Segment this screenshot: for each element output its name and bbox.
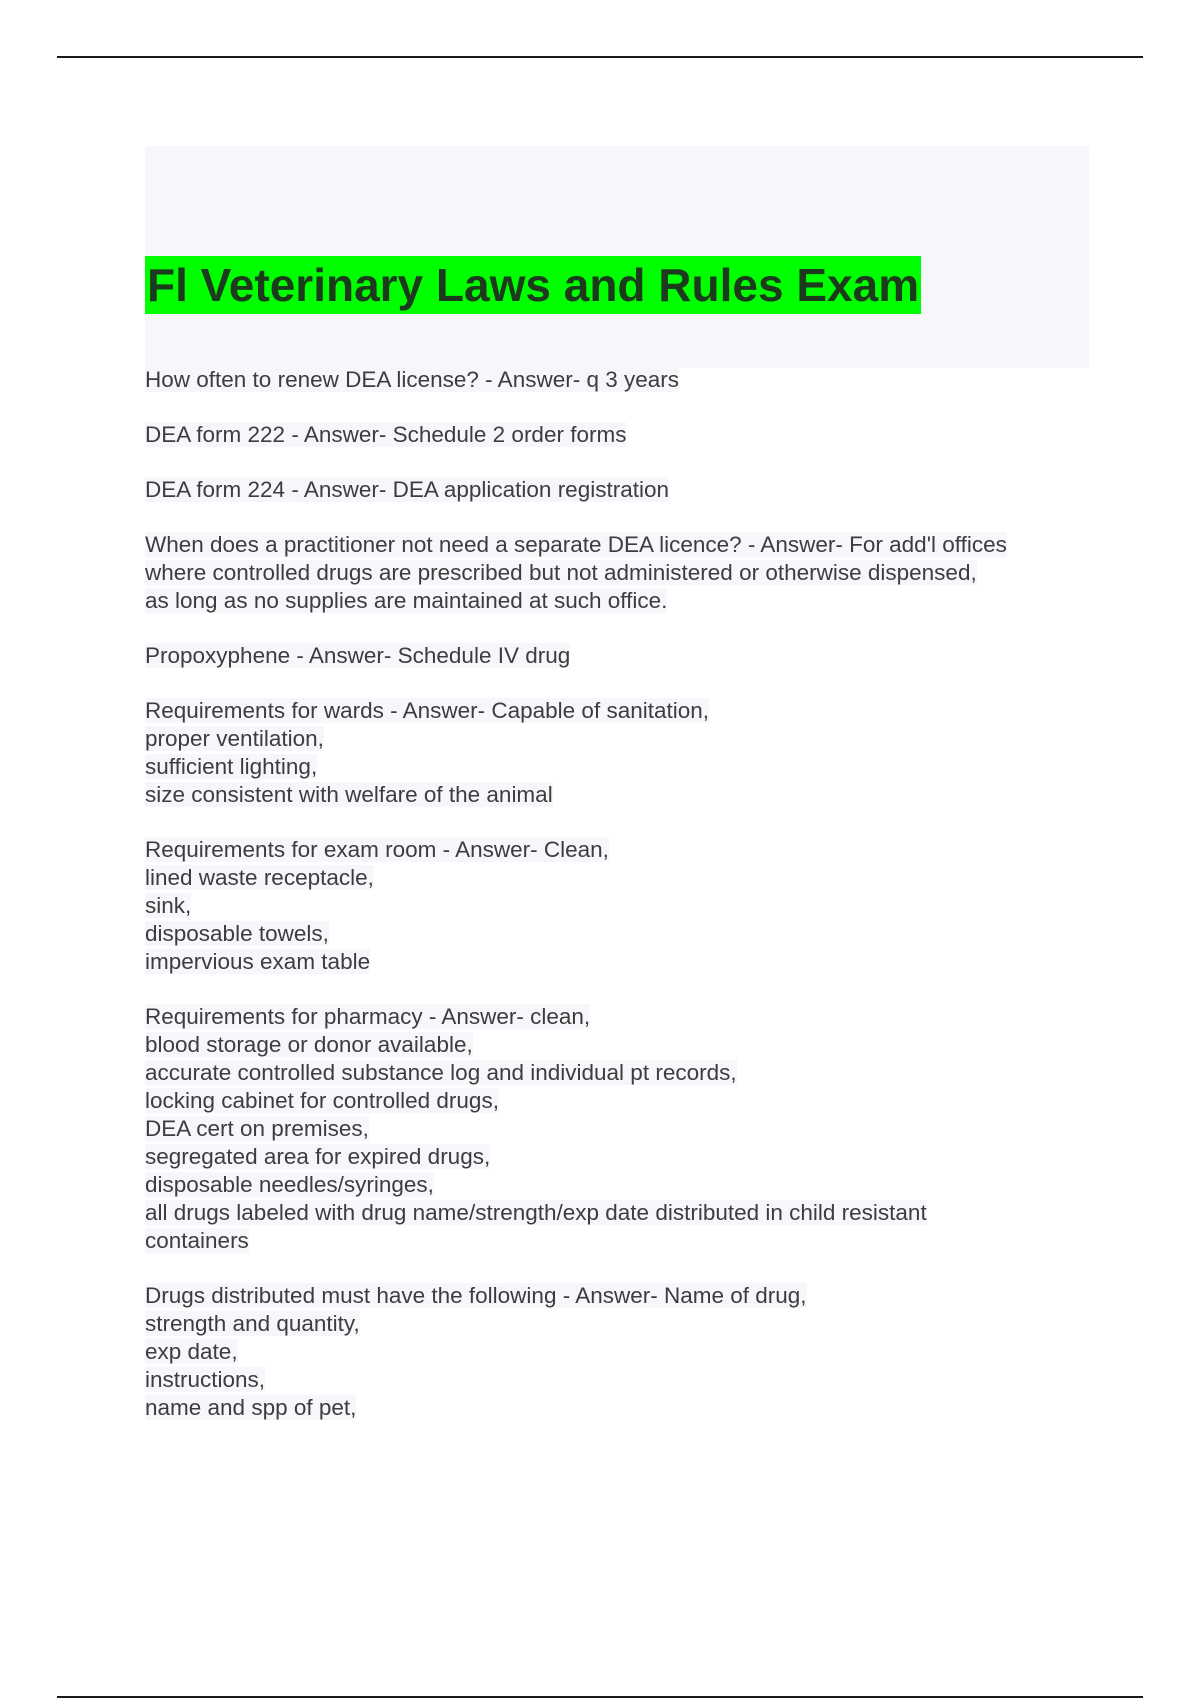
qa-line [145, 920, 1089, 948]
qa-line [145, 1310, 1089, 1338]
document-title: Fl Veterinary Laws and Rules Exam [145, 256, 921, 314]
qa-line-text: name and spp of pet, [145, 1395, 357, 1420]
qa-line [145, 476, 1089, 504]
qa-line-text: lined waste receptacle, [145, 865, 374, 890]
qa-line-text: When does a practitioner not need a separate DEA licence? - Answer- For add'l offices [145, 532, 1007, 557]
qa-line-text: as long as no supplies are maintained at such office. [145, 588, 668, 613]
qa-line [145, 1031, 1089, 1059]
qa-line-text: DEA form 224 - Answer- DEA application registration [145, 477, 669, 502]
qa-line-text: instructions, [145, 1367, 266, 1392]
qa-line-text: accurate controlled substance log and individual pt records, [145, 1060, 737, 1085]
qa-line-text: disposable towels, [145, 921, 329, 946]
qa-item [145, 476, 1089, 504]
qa-line [145, 1394, 1089, 1422]
qa-line-text: strength and quantity, [145, 1311, 360, 1336]
qa-line [145, 697, 1089, 725]
qa-line-text: How often to renew DEA license? - Answer- q 3 years [145, 367, 680, 392]
qa-line [145, 1227, 1089, 1255]
qa-line [145, 421, 1089, 449]
top-rule [57, 56, 1143, 58]
qa-line-text: DEA form 222 - Answer- Schedule 2 order forms [145, 422, 627, 447]
qa-line [145, 1366, 1089, 1394]
qa-line [145, 948, 1089, 976]
qa-line [145, 1143, 1089, 1171]
qa-line-text: Requirements for wards - Answer- Capable of sanitation, [145, 698, 710, 723]
qa-line-text: Requirements for pharmacy - Answer- clean, [145, 1004, 591, 1029]
qa-item [145, 836, 1089, 976]
qa-line [145, 587, 1089, 615]
qa-line-text: where controlled drugs are prescribed but not administered or otherwise dispensed, [145, 560, 977, 585]
qa-line [145, 864, 1089, 892]
qa-line [145, 753, 1089, 781]
qa-line-text: locking cabinet for controlled drugs, [145, 1088, 499, 1113]
qa-line [145, 1171, 1089, 1199]
qa-line-text: segregated area for expired drugs, [145, 1144, 491, 1169]
qa-list [145, 366, 1089, 1449]
qa-line-text: all drugs labeled with drug name/strength/exp date distributed in child resistant [145, 1200, 927, 1225]
qa-line-text: exp date, [145, 1339, 238, 1364]
bottom-rule [57, 1696, 1143, 1698]
qa-line-text: sink, [145, 893, 192, 918]
qa-line [145, 1282, 1089, 1310]
qa-line [145, 559, 1089, 587]
qa-line-text: DEA cert on premises, [145, 1116, 369, 1141]
qa-line-text: Drugs distributed must have the following - Answer- Name of drug, [145, 1283, 807, 1308]
qa-line-text: sufficient lighting, [145, 754, 318, 779]
qa-line [145, 366, 1089, 394]
qa-item [145, 1003, 1089, 1255]
qa-line [145, 642, 1089, 670]
qa-line-text: size consistent with welfare of the animal [145, 782, 553, 807]
qa-line [145, 1059, 1089, 1087]
qa-line-text: impervious exam table [145, 949, 371, 974]
qa-line-text: blood storage or donor available, [145, 1032, 473, 1057]
qa-line [145, 781, 1089, 809]
qa-line [145, 1003, 1089, 1031]
qa-line-text: disposable needles/syringes, [145, 1172, 434, 1197]
qa-line [145, 531, 1089, 559]
qa-line [145, 892, 1089, 920]
qa-line-text: proper ventilation, [145, 726, 324, 751]
qa-line-text: Requirements for exam room - Answer- Clean, [145, 837, 609, 862]
qa-item [145, 697, 1089, 809]
qa-line [145, 1199, 1089, 1227]
qa-item [145, 531, 1089, 615]
qa-line [145, 1115, 1089, 1143]
qa-line [145, 1087, 1089, 1115]
qa-item [145, 1282, 1089, 1422]
qa-line-text: containers [145, 1228, 249, 1253]
qa-item [145, 421, 1089, 449]
qa-line-text: Propoxyphene - Answer- Schedule IV drug [145, 643, 571, 668]
qa-line [145, 1338, 1089, 1366]
qa-item [145, 366, 1089, 394]
qa-item [145, 642, 1089, 670]
qa-line [145, 725, 1089, 753]
qa-line [145, 836, 1089, 864]
